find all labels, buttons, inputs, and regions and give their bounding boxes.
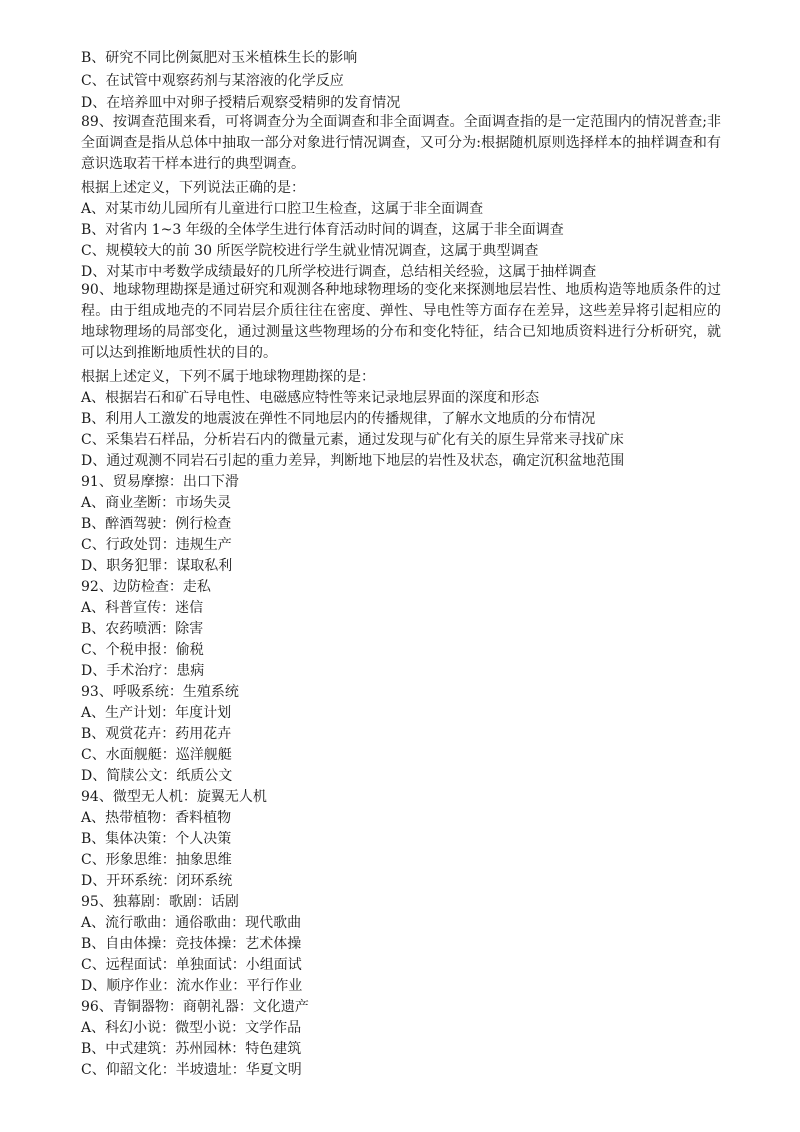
question-93-option-d: D、简牍公文：纸质公文 [81,768,233,784]
option-line: D、在培养皿中对卵子授精后观察受精卵的发育情况 [81,95,401,111]
question-92-option-a: A、科普宣传：迷信 [81,600,204,616]
question-91-option-b: B、醉酒驾驶：例行检查 [81,516,232,532]
question-92-option-b: B、农药喷洒：除害 [81,621,204,637]
question-92-stem: 92、边防检查：走私 [81,579,211,595]
question-92-option-c: C、个税申报：偷税 [81,642,204,658]
question-90-option-b: B、利用人工激发的地震波在弹性不同地层内的传播规律，了解水文地质的分布情况 [81,411,596,427]
question-90-stem: 90、地球物理勘探是通过研究和观测各种地球物理场的变化来探测地层岩性、地质构造等地质条件的过程。由于组成地壳的不同岩层介质往往在密度、弹性、导电性等方面存在差异，这些差异将引起相应的地球物理场的局部变化，通过测量这些物理场的分布和变化特征，结合已知地质资料进行分析研究，就可以达到推断地质性状的目的。 [81,282,721,361]
question-90-option-c: C、采集岩石样品，分析岩石内的微量元素，通过发现与矿化有关的原生异常来寻找矿床 [81,432,624,448]
question-96-option-c: C、仰韶文化：半坡遗址：华夏文明 [81,1062,302,1078]
question-93-option-a: A、生产计划：年度计划 [81,705,232,721]
question-89-stem: 89、按调查范围来看，可将调查分为全面调查和非全面调查。全面调查指的是一定范围内的情况普查;非全面调查是指从总体中抽取一部分对象进行情况调查，又可分为:根据随机原则选择样本的抽样调查和有意识选取若干样本进行的典型调查。 [81,114,721,172]
question-95-option-c: C、远程面试：单独面试：小组面试 [81,957,302,973]
question-95-option-d: D、顺序作业：流水作业：平行作业 [81,978,303,994]
question-91-stem: 91、贸易摩擦：出口下滑 [81,474,239,490]
question-89-prompt: 根据上述定义，下列说法正确的是： [81,180,305,196]
question-90-prompt: 根据上述定义，下列不属于地球物理勘探的是： [81,369,375,385]
question-89-option-d: D、对某市中考数学成绩最好的几所学校进行调查，总结相关经验，这属于抽样调查 [81,264,597,280]
question-89-option-b: B、对省内 1~3 年级的全体学生进行体育活动时间的调查，这属于非全面调查 [81,222,564,238]
question-94-option-b: B、集体决策：个人决策 [81,831,232,847]
question-91-option-a: A、商业垄断：市场失灵 [81,495,232,511]
option-line: C、在试管中观察药剂与某溶液的化学反应 [81,73,344,89]
question-94-option-a: A、热带植物：香料植物 [81,810,232,826]
question-91-option-d: D、职务犯罪：谋取私利 [81,558,233,574]
question-93-option-b: B、观赏花卉：药用花卉 [81,726,232,742]
question-90-option-a: A、根据岩石和矿石导电性、电磁感应特性等来记录地层界面的深度和形态 [81,390,540,406]
question-96-stem: 96、青铜器物：商朝礼器：文化遗产 [81,999,309,1015]
question-96-option-b: B、中式建筑：苏州园林：特色建筑 [81,1041,302,1057]
question-94-option-c: C、形象思维：抽象思维 [81,852,232,868]
question-93-option-c: C、水面舰艇：巡洋舰艇 [81,747,232,763]
question-90-option-d: D、通过观测不同岩石引起的重力差异，判断地下地层的岩性及状态，确定沉积盆地范围 [81,453,625,469]
question-95-option-a: A、流行歌曲：通俗歌曲：现代歌曲 [81,915,302,931]
question-94-stem: 94、微型无人机：旋翼无人机 [81,789,267,805]
question-96-option-a: A、科幻小说：微型小说：文学作品 [81,1020,302,1036]
question-89-option-c: C、规模较大的前 30 所医学院校进行学生就业情况调查，这属于典型调查 [81,243,539,259]
question-94-option-d: D、开环系统：闭环系统 [81,873,233,889]
question-89-option-a: A、对某市幼儿园所有儿童进行口腔卫生检查，这属于非全面调查 [81,201,484,217]
question-95-stem: 95、独幕剧：歌剧：话剧 [81,894,239,910]
question-92-option-d: D、手术治疗：患病 [81,663,205,679]
option-line: B、研究不同比例氮肥对玉米植株生长的影响 [81,50,358,66]
question-95-option-b: B、自由体操：竞技体操：艺术体操 [81,936,302,952]
question-93-stem: 93、呼吸系统：生殖系统 [81,684,239,700]
question-91-option-c: C、行政处罚：违规生产 [81,537,232,553]
